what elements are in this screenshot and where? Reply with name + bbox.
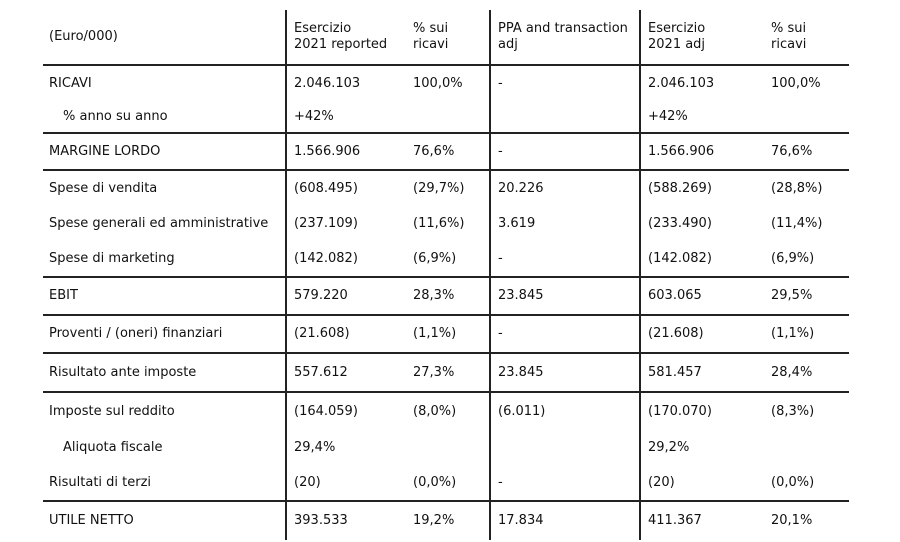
row-value: - — [498, 75, 503, 91]
row-value: - — [498, 326, 503, 341]
table-row — [43, 430, 849, 465]
row-value: - — [498, 250, 503, 266]
table-row — [43, 64, 849, 101]
header-label: (Euro/000) — [49, 29, 118, 44]
table-header-row — [43, 10, 849, 64]
row-value: (11,4%) — [771, 215, 823, 231]
row-value: - — [498, 143, 503, 159]
row-value: (0,0%) — [771, 474, 815, 490]
row-value: (21.608) — [294, 326, 350, 341]
row-value: (6,9%) — [771, 250, 815, 266]
table-row — [43, 500, 849, 540]
row-label: Spese di marketing — [49, 250, 175, 266]
row-value: 581.457 — [648, 364, 702, 380]
table-row — [43, 101, 849, 132]
row-value: 20.226 — [498, 180, 544, 196]
row-value: +42% — [648, 108, 688, 124]
row-value: (8,0%) — [413, 403, 457, 419]
table-row — [43, 276, 849, 314]
row-value: 19,2% — [413, 513, 455, 528]
row-value: (170.070) — [648, 403, 712, 419]
row-value: 29,5% — [771, 288, 813, 303]
row-value: (608.495) — [294, 180, 358, 196]
row-label: Spese di vendita — [49, 180, 158, 196]
row-value: (1,1%) — [771, 326, 815, 341]
row-label: RICAVI — [49, 75, 92, 91]
row-label: MARGINE LORDO — [49, 143, 161, 159]
table-row — [43, 169, 849, 206]
row-value: (142.082) — [294, 250, 358, 266]
table-row — [43, 132, 849, 169]
row-value: 2.046.103 — [294, 75, 361, 91]
row-value: 20,1% — [771, 513, 813, 528]
table-row — [43, 391, 849, 430]
table-row — [43, 206, 849, 241]
table-row — [43, 314, 849, 352]
row-label: Proventi / (oneri) finanziari — [49, 326, 223, 341]
row-value: 23.845 — [498, 288, 544, 303]
row-value: 393.533 — [294, 513, 348, 528]
row-value: 17.834 — [498, 513, 544, 528]
table-row — [43, 352, 849, 391]
row-value: (29,7%) — [413, 180, 465, 196]
row-value: +42% — [294, 108, 334, 124]
row-label: Spese generali ed amministrative — [49, 215, 269, 231]
row-value: (233.490) — [648, 215, 712, 231]
row-value: 29,2% — [648, 439, 690, 455]
row-value: (6,9%) — [413, 250, 457, 266]
table-row — [43, 465, 849, 500]
row-value: 579.220 — [294, 288, 348, 303]
row-value: (142.082) — [648, 250, 712, 266]
row-value: (28,8%) — [771, 180, 823, 196]
row-value: 1.566.906 — [294, 143, 361, 159]
row-value: 76,6% — [413, 143, 455, 159]
row-label: % anno su anno — [63, 108, 168, 124]
row-value: 27,3% — [413, 364, 455, 380]
row-value: 1.566.906 — [648, 143, 715, 159]
row-label: Imposte sul reddito — [49, 403, 175, 419]
row-value: 76,6% — [771, 143, 813, 159]
row-label: Risultato ante imposte — [49, 364, 197, 380]
header-adjusted: Esercizio 2021 adj — [648, 21, 706, 52]
header-adjustments: PPA and transaction adj — [498, 21, 628, 52]
row-value: 29,4% — [294, 439, 336, 455]
row-label: Aliquota fiscale — [63, 439, 163, 455]
row-value: (21.608) — [648, 326, 704, 341]
header-pct-revenue: % sui ricavi — [413, 21, 449, 52]
income-statement-table — [43, 10, 849, 540]
row-value: 557.612 — [294, 364, 348, 380]
row-value: (20) — [294, 474, 321, 490]
row-value: 603.065 — [648, 288, 702, 303]
row-value: 2.046.103 — [648, 75, 715, 91]
row-value: 100,0% — [413, 75, 463, 91]
row-value: (11,6%) — [413, 215, 465, 231]
row-value: 100,0% — [771, 75, 821, 91]
header-pct-revenue-adj: % sui ricavi — [771, 21, 807, 52]
row-value: (6.011) — [498, 403, 546, 419]
row-label: EBIT — [49, 288, 78, 303]
header-reported: Esercizio 2021 reported — [294, 21, 388, 52]
row-value: (1,1%) — [413, 326, 457, 341]
row-value: 28,4% — [771, 364, 813, 380]
row-value: 28,3% — [413, 288, 455, 303]
row-value: (20) — [648, 474, 675, 490]
table-row — [43, 241, 849, 276]
row-value: (164.059) — [294, 403, 358, 419]
row-label: UTILE NETTO — [49, 513, 134, 528]
row-value: (588.269) — [648, 180, 712, 196]
row-value: - — [498, 474, 503, 490]
row-value: 23.845 — [498, 364, 544, 380]
row-value: (0,0%) — [413, 474, 457, 490]
row-value: 411.367 — [648, 513, 702, 528]
row-value: 3.619 — [498, 215, 536, 231]
row-value: (8,3%) — [771, 403, 815, 419]
row-value: (237.109) — [294, 215, 358, 231]
row-label: Risultati di terzi — [49, 474, 152, 490]
